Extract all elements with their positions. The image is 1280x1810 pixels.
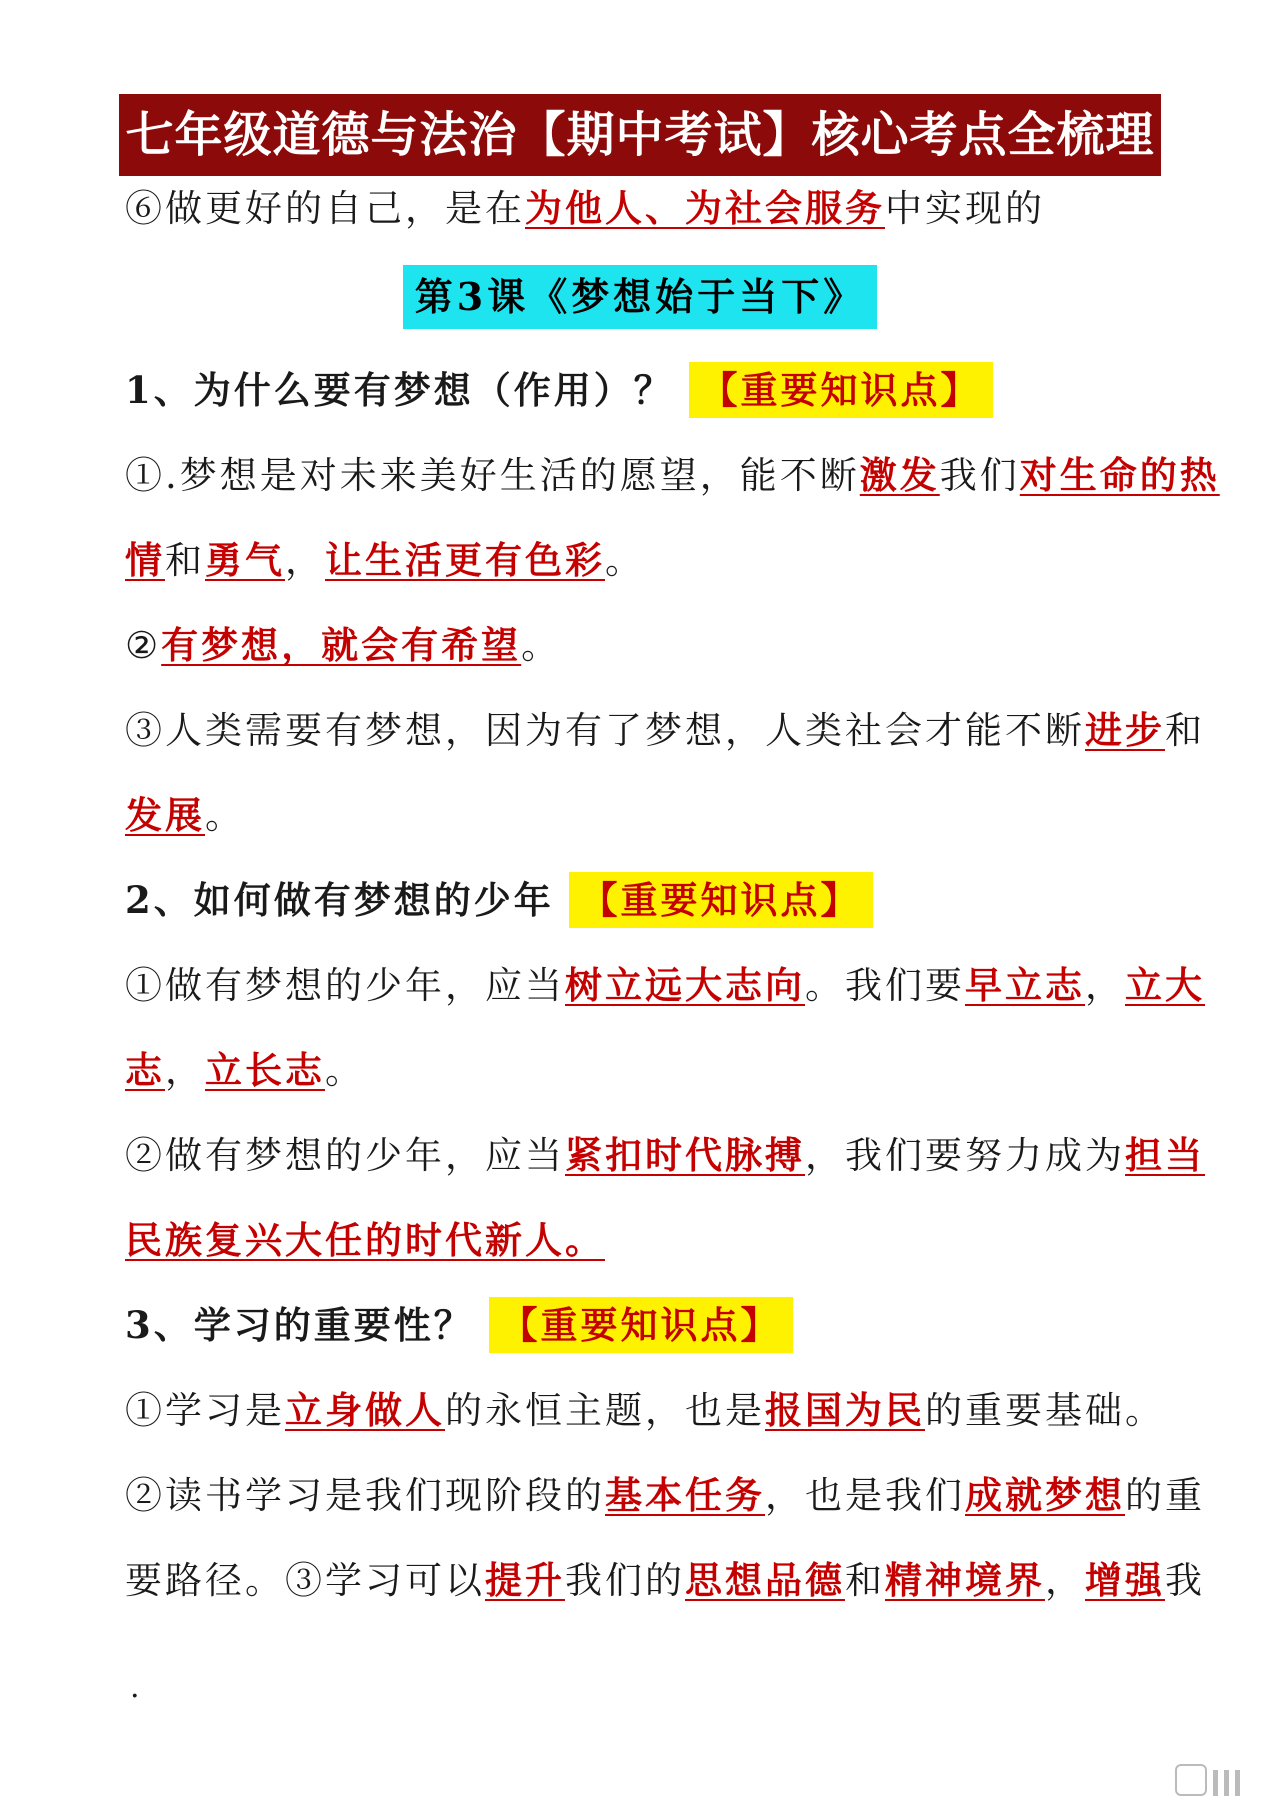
text-segment: ， <box>285 539 325 582</box>
keyword: 对生命的热 <box>1019 453 1220 497</box>
text-segment: 中实现的 <box>885 187 1045 230</box>
keyword: 民族复兴大任的时代新人。 <box>125 1218 605 1262</box>
text-segment: 和 <box>1165 709 1205 752</box>
keyword: 增强 <box>1085 1558 1165 1602</box>
keyword: 立大 <box>1125 963 1205 1007</box>
text-segment: 的永恒主题，也是 <box>445 1389 765 1432</box>
page-title: 七年级道德与法治【期中考试】核心考点全梳理 <box>119 94 1160 176</box>
section-heading: 2、如何做有梦想的少年 <box>125 878 554 922</box>
lesson-title: 第3课《梦想始于当下》 <box>403 265 877 329</box>
q2-line-3 <box>125 1125 1205 1186</box>
keyword: 思想品德 <box>685 1558 845 1602</box>
important-tag: 【重要知识点】 <box>689 362 993 418</box>
text-segment: 我 <box>1165 1559 1205 1602</box>
q3-line-2 <box>125 1465 1205 1526</box>
text-segment: 。 <box>205 794 245 837</box>
keyword: 担当 <box>1125 1133 1205 1177</box>
text-segment: 。 <box>521 624 562 667</box>
text-segment: ②做有梦想的少年，应当 <box>125 1134 565 1177</box>
text-segment: 。 <box>325 1049 365 1092</box>
keyword: 报国为民 <box>765 1388 925 1432</box>
text-segment: ，我们要努力成为 <box>805 1134 1125 1177</box>
keyword: 紧扣时代脉搏 <box>565 1133 805 1177</box>
q1-line-2 <box>125 530 1185 591</box>
section-heading: 1、为什么要有梦想（作用）？ <box>125 368 674 412</box>
keyword: 进步 <box>1085 708 1165 752</box>
q2-heading-line <box>125 870 1185 931</box>
intro-line <box>125 178 1185 239</box>
text-segment: ①学习是 <box>125 1389 285 1432</box>
watermark-bar-icon <box>1213 1770 1218 1796</box>
keyword: 有梦想，就会有希望 <box>161 623 522 667</box>
text-segment: 的重 <box>1125 1474 1205 1517</box>
text-segment: 。我们要 <box>805 964 965 1007</box>
trailing-dot: . <box>130 1670 140 1705</box>
q2-line-4 <box>125 1210 1185 1271</box>
keyword: 激发 <box>859 453 940 497</box>
text-segment: ⑥做更好的自己，是在 <box>125 187 525 230</box>
keyword: 树立远大志向 <box>565 963 805 1007</box>
text-segment: 我们的 <box>565 1559 685 1602</box>
text-segment: 要路径。③学习可以 <box>125 1559 485 1602</box>
q3-heading-line <box>125 1295 1185 1356</box>
q1-line-5 <box>125 785 1185 846</box>
text-segment: 和 <box>165 539 205 582</box>
text-segment: ③人类需要有梦想，因为有了梦想，人类社会才能不断 <box>125 709 1085 752</box>
q3-line-3 <box>125 1550 1205 1611</box>
keyword: 勇气 <box>205 538 285 582</box>
keyword: 早立志 <box>965 963 1085 1007</box>
keyword: 提升 <box>485 1558 565 1602</box>
watermark-bar-icon <box>1224 1770 1229 1796</box>
q2-line-2 <box>125 1040 1185 1101</box>
watermark-logo <box>1175 1764 1240 1796</box>
lesson-banner <box>0 265 1280 329</box>
keyword: 立身做人 <box>285 1388 445 1432</box>
keyword: 立长志 <box>205 1048 325 1092</box>
text-segment: ②读书学习是我们现阶段的 <box>125 1474 605 1517</box>
text-segment: ， <box>165 1049 205 1092</box>
watermark-bar-icon <box>1235 1770 1240 1796</box>
text-segment: ， <box>1045 1559 1085 1602</box>
text-segment: ，也是我们 <box>765 1474 965 1517</box>
q3-line-1 <box>125 1380 1185 1441</box>
keyword: 成就梦想 <box>965 1473 1125 1517</box>
text-segment: ② <box>125 624 162 667</box>
keyword: 让生活更有色彩 <box>325 538 605 582</box>
text-segment: 的重要基础。 <box>925 1389 1165 1432</box>
text-segment: 。 <box>605 539 645 582</box>
keyword: 情 <box>125 538 165 582</box>
text-segment: 和 <box>845 1559 885 1602</box>
important-tag: 【重要知识点】 <box>569 872 873 928</box>
keyword: 基本任务 <box>605 1473 765 1517</box>
q1-heading-line <box>125 360 1185 421</box>
keyword: 为他人、为社会服务 <box>525 186 885 230</box>
text-segment: 我们 <box>939 454 1020 497</box>
q1-line-4 <box>125 700 1205 761</box>
q1-line-3 <box>125 615 1185 676</box>
section-heading: 3、学习的重要性？ <box>125 1303 474 1347</box>
text-segment: ①.梦想是对未来美好生活的愿望，能不断 <box>125 454 860 497</box>
q1-line-1 <box>125 445 1220 506</box>
keyword: 发展 <box>125 793 205 837</box>
watermark-box-icon <box>1175 1764 1207 1796</box>
keyword: 精神境界 <box>885 1558 1045 1602</box>
text-segment: ①做有梦想的少年，应当 <box>125 964 565 1007</box>
text-segment: ， <box>1085 964 1125 1007</box>
q2-line-1 <box>125 955 1205 1016</box>
keyword: 志 <box>125 1048 165 1092</box>
important-tag: 【重要知识点】 <box>489 1297 793 1353</box>
title-banner <box>0 94 1280 176</box>
